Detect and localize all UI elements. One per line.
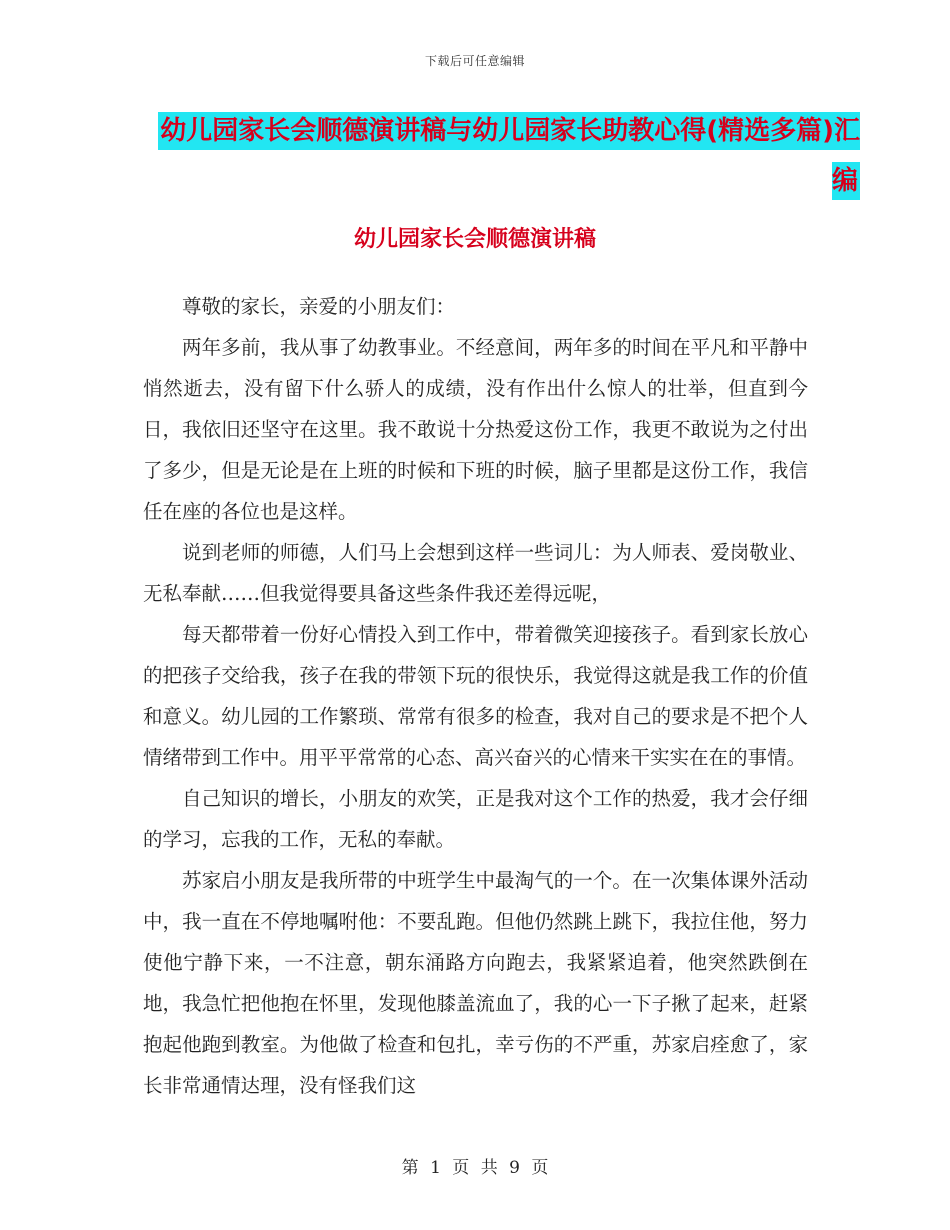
page-header-note: 下载后可任意编辑 xyxy=(424,54,525,68)
document-title xyxy=(140,106,860,206)
paragraph: 尊敬的家长，亲爱的小朋友们： xyxy=(182,295,456,318)
paragraph: 每天都带着一份好心情投入到工作中，带着微笑迎接孩子。看到家长放心的把孩子交给我，孩子在我的带领下玩的很快乐，我觉得这就是我工作的价值和意义。幼儿园的工作繁琐、常常有很多的检查，我对自己的要求是不把个人情绪带到工作中。用平平常常的心态、高兴奋兴的心情来干实实在在的事情。 xyxy=(143,623,808,769)
paragraph: 自己知识的增长，小朋友的欢笑，正是我对这个工作的热爱，我才会仔细的学习，忘我的工作，无私的奉献。 xyxy=(143,787,808,851)
body-text xyxy=(143,286,808,1106)
paragraph: 说到老师的师德，人们马上会想到这样一些词儿：为人师表、爱岗敬业、无私奉献……但我觉得要具备这些条件我还差得远呢， xyxy=(143,541,808,605)
page-number: 第 1 页 共 9 页 xyxy=(401,1158,549,1178)
section-title: 幼儿园家长会顺德演讲稿 xyxy=(353,227,596,252)
paragraph: 苏家启小朋友是我所带的中班学生中最淘气的一个。在一次集体课外活动中，我一直在不停地嘱咐他：不要乱跑。但他仍然跳上跳下，我拉住他，努力使他宁静下来，一不注意，朝东涌路方向跑去，我紧紧追着，他突然跌倒在地，我急忙把他抱在怀里，发现他膝盖流血了，我的心一下子揪了起来，赶紧抱起他跑到教室。为他做了检查和包扎，幸亏伤的不严重，苏家启痊愈了，家长非常通情达理，没有怪我们这 xyxy=(143,869,808,1097)
document-title-text: 幼儿园家长会顺德演讲稿与幼儿园家长助教心得(精选多篇)汇编 xyxy=(158,112,860,200)
paragraph: 两年多前，我从事了幼教事业。不经意间，两年多的时间在平凡和平静中悄然逝去，没有留下什么骄人的成绩，没有作出什么惊人的壮举，但直到今日，我依旧还坚守在这里。我不敢说十分热爱这份工作，我更不敢说为之付出了多少，但是无论是在上班的时候和下班的时候，脑子里都是这份工作，我信任在座的各位也是这样。 xyxy=(143,336,808,523)
